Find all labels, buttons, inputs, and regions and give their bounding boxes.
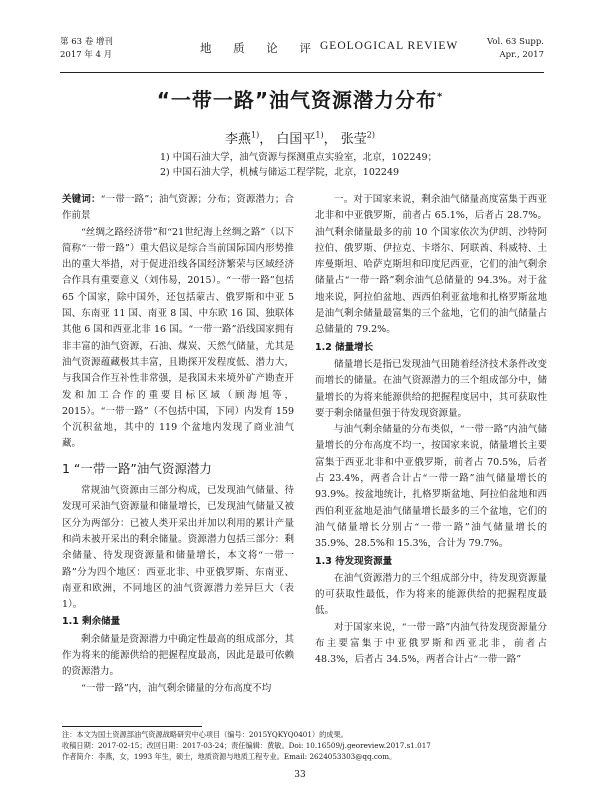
- title-text: “一带一路”油气资源潜力分布: [156, 88, 438, 112]
- section-heading-1: 1 “一带一路”油气资源潜力: [62, 460, 212, 476]
- volume-cn: 第 63 卷 增刊: [60, 37, 113, 47]
- date-cn: 2017 年 4 月: [60, 50, 113, 60]
- volume-en: Vol. 63 Supp.: [487, 37, 544, 47]
- journal-name-cn: 地 质 论 评: [200, 41, 320, 55]
- section-heading-1-2: 1.2 储量增长: [315, 341, 374, 353]
- author-3-affil: 2): [366, 130, 375, 140]
- header-right: [487, 36, 544, 62]
- title-footnote-mark: *: [437, 91, 444, 103]
- keywords-text: “一带一路”；油气资源；分布；资源潜力；合作前景: [62, 194, 294, 222]
- keywords-label: 关键词：: [62, 194, 101, 205]
- keywords: [62, 192, 294, 225]
- body-paragraph: 与油气剩余储量的分布类似，“一带一路”内油气储量增长的分布高度不均一，按国家来说，储量增长主要富集于西亚北非和中亚俄罗斯，前者占 70.5%，后者占 23.4%，两者合计占“一带一路”油气储量增长的 93.9%。按盆地统计，扎格罗斯盆地、阿拉伯盆地和西西伯利亚盆地是油气储量增长最多的三个盆地，它们的油气储量增长分别占“一带一路”油气储量增长的 35.9%、28.5%和 15.3%，合计为 79.7%。: [315, 424, 547, 550]
- affiliation-1: 1) 中国石油大学，油气资源与探测重点实验室，北京，102249；: [160, 152, 438, 163]
- footnote-author-bio: 作者简介：李燕，女，1993 年生，硕士，地质资源与地质工程专业。Email: 2624053303@qq.com。: [62, 752, 397, 761]
- author-1-affil: 1): [251, 130, 260, 140]
- author-sep-1: ，: [259, 132, 273, 147]
- body-paragraph: 在油气资源潜力的三个组成部分中，待发现资源量的可获取性最低，作为将来的能源供给的把握程度最低。: [315, 572, 547, 617]
- running-header: [60, 36, 544, 72]
- page-number: 33: [294, 770, 306, 780]
- date-en: Apr., 2017: [499, 50, 544, 60]
- footnote-dates: 收稿日期：2017-02-15；改回日期：2017-03-24；责任编辑：黄敏。Doi: 10.16509/j.georeview.2017.s1.017: [62, 741, 431, 750]
- left-column: [62, 192, 294, 697]
- journal-name-en: GEOLOGICAL REVIEW: [320, 40, 459, 52]
- section-heading-1-1: 1.1 剩余储量: [62, 616, 121, 628]
- header-left: [60, 36, 113, 62]
- body-paragraph: 储量增长是指已发现油气田随着经济技术条件改变而增长的储量。在油气资源潜力的三个组成部分中，储量增长的为将来能源供给的把握程度居中，其可获取性要于剩余储量但强于待发现资源量。: [315, 358, 547, 419]
- author-list: [0, 128, 600, 147]
- body-paragraph: 一。对于国家来说，剩余油气储量高度富集于西亚北非和中亚俄罗斯，前者占 65.1%，后者占 28.7%。油气剩余储量最多的前 10 个国家依次为伊朗、沙特阿拉伯、俄罗斯、伊拉克、卡塔尔、阿联酋、科威特、土库曼斯坦、哈萨克斯坦和印度尼西亚，它们的油气剩余储量占“一带一路”剩余油气总储量的 94.3%。对于盆地来说，阿拉伯盆地、西西伯利亚盆地和扎格罗斯盆地是油气剩余储量最富集的三个盆地，它们的油气储量占总储量的 79.2%。: [315, 194, 547, 336]
- body-paragraph: 常规油气资源由三部分构成，已发现油气储量、待发现可采油气资源量和储量增长，已发现油气储量又被区分为两部分：已被人类开采出并加以利用的累计产量和尚未被开采出的剩余储量。资源潜力包括三部分：剩余储量、待发现资源量和储量增长，本文将“一带一路”分为四个地区：西亚北非、中亚俄罗斯、东南亚、南亚和欧洲，不同地区的油气资源潜力差异巨大（表 1）。: [62, 485, 294, 611]
- author-sep-2: ，: [323, 132, 337, 147]
- body-paragraph: “一带一路”内，油气剩余储量的分布高度不均: [81, 682, 272, 694]
- author-2: 白国平: [276, 132, 316, 147]
- footnote-funding: 注：本文为国土资源部油气资源战略研究中心项目（编号：2015YQKYQ0401）的成果。: [62, 730, 348, 739]
- footnotes: [62, 729, 552, 762]
- body-paragraph: 剩余储量是资源潜力中确定性最高的组成部分，其作为将来的能源供给的把握程度最高，因此是最可依赖的资源潜力。: [62, 633, 294, 678]
- author-3: 张莹: [340, 132, 367, 147]
- body-paragraph: 对于国家来说，“一带一路”内油气待发现资源量分布主要富集于中亚俄罗斯和西亚北非，前者占 48.3%，后者占 34.5%，两者合计占“一带一路”: [315, 621, 547, 666]
- affiliation-2: 2) 中国石油大学，机械与储运工程学院，北京，102249: [160, 167, 400, 178]
- footnote-rule: [62, 726, 202, 727]
- header-rule: [60, 72, 544, 73]
- right-column: [315, 192, 547, 669]
- author-1: 李燕: [224, 132, 251, 147]
- body-paragraph: “丝绸之路经济带”和“21世纪海上丝绸之路”（以下简称“一带一路”）重大倡议是综合当前国际国内形势推出的重大举措，对于促进沿线各国经济繁荣与区域经济合作具有重要意义（刘伟易，2015）。“一带一路”包括 65 个国家，除中国外，还包括蒙古、俄罗斯和中亚 5 国、东南亚 11 国、南亚 8 国、中东欧 16 国、独联体其他 6 国和西亚北非 16 国。“一带一路”沿线国家拥有非丰富的油气资源，石油、煤炭、天然气储量，尤其是油气资源蕴藏极其丰富，且勘探开发程度低、潜力大，与我国合作互补性非常强，是我国未来境外矿产勘查开发和加工合作的重要目标区域（顾海旭等，2015）。“一带一路”（不包括中国，下同）内发育 159 个沉积盆地，其中的 119 个盆地内发现了商业油气藏。: [62, 226, 294, 450]
- section-heading-1-3: 1.3 待发现资源量: [315, 555, 393, 567]
- author-2-affil: 1): [315, 130, 324, 140]
- paper-title: [0, 84, 600, 113]
